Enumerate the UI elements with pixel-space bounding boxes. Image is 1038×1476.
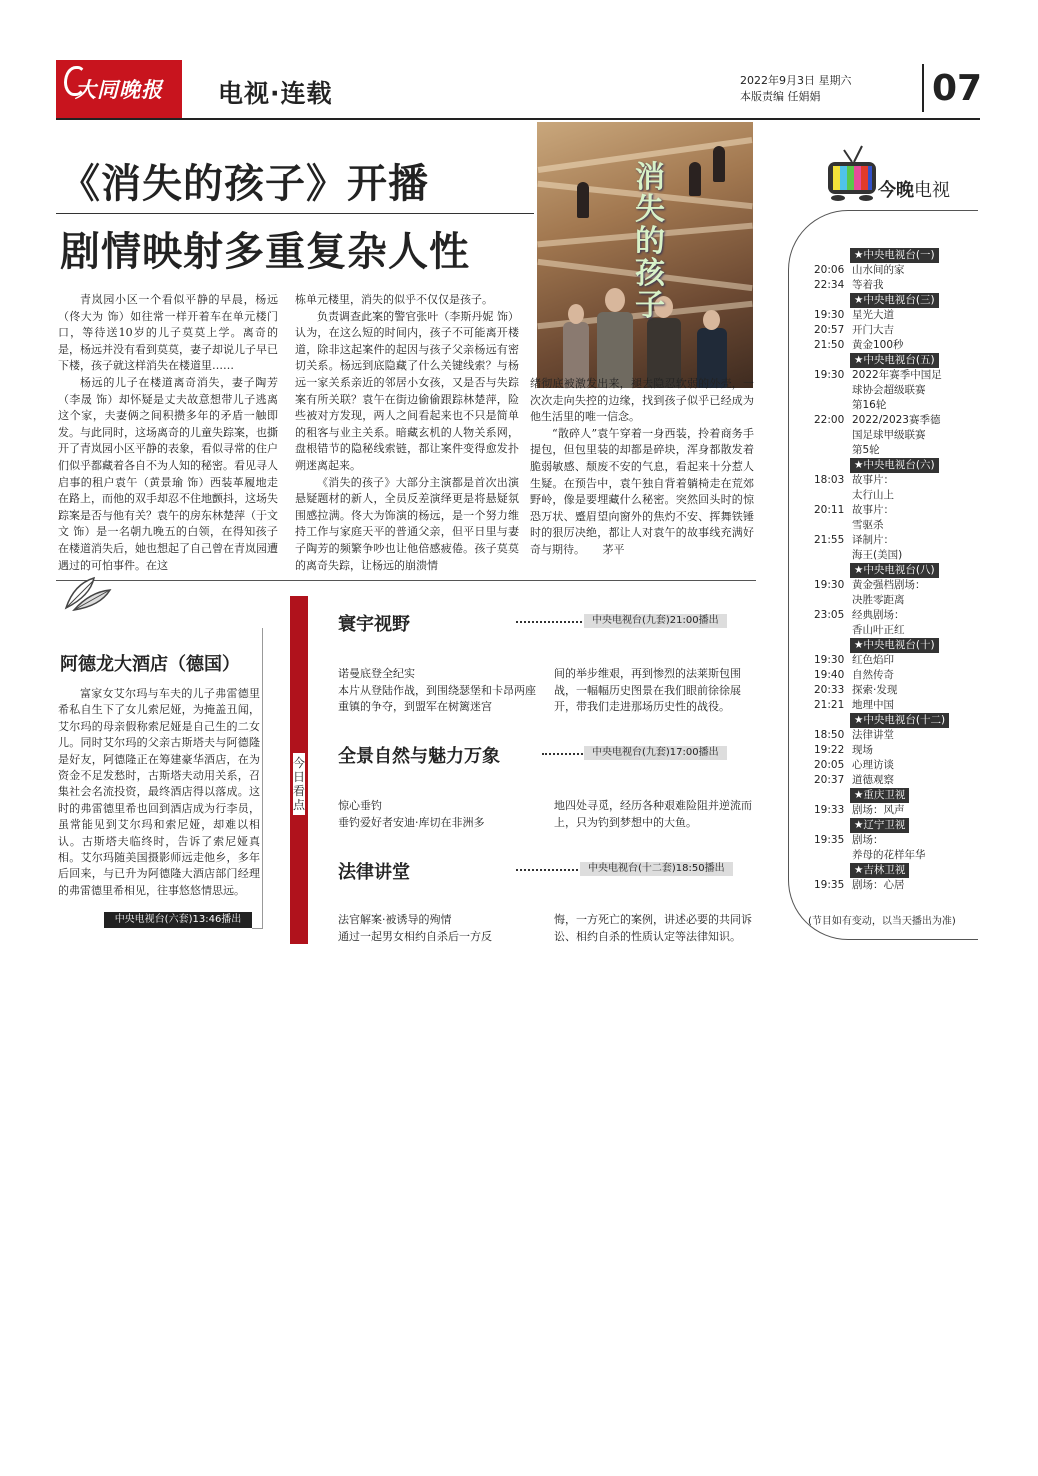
program-title: 法律讲堂	[338, 862, 410, 883]
schedule-program: 等着我	[852, 279, 884, 291]
schedule-row	[808, 728, 968, 743]
schedule-row	[808, 383, 968, 398]
schedule-program: 心理访谈	[852, 759, 894, 771]
schedule-program: 球协会超级联赛	[852, 384, 926, 396]
channel-name: ★吉林卫视	[850, 863, 909, 878]
schedule-time: 19:30	[814, 309, 845, 321]
program-leader	[516, 869, 582, 871]
schedule-time: 18:50	[814, 729, 845, 741]
schedule-time: 21:50	[814, 339, 845, 351]
schedule-time: 20:05	[814, 759, 845, 771]
tv-icon	[822, 140, 882, 204]
schedule-time: 21:55	[814, 534, 845, 546]
schedule-row	[808, 323, 968, 338]
schedule-time: 22:00	[814, 414, 845, 426]
article-paragraph: “散碎人”袁午穿着一身西装，拎着商务手提包，但包里装的却都是碎块，浑身都散发着脆弱敏感、颓废不安的气息，看起来十分惹人生疑。在预告中，袁午独自背着躺椅走在荒郊野岭，像是要埋藏什么秘密。突然回头时的惊恐万状、蹙眉望向窗外的焦灼不安、挥舞铁锤时的狠厉决绝，都让人对袁午的故事线充满好奇与期待。 茅平	[530, 426, 754, 556]
picks-label: 今日看点	[292, 752, 306, 816]
program-desc: 悔，一方死亡的案例，讲述必要的共同诉讼、相约自杀的性质认定等法律知识。	[554, 913, 752, 943]
header-rule	[56, 118, 980, 120]
hotel-frame	[262, 628, 263, 928]
program-desc: 间的举步维艰，再到惨烈的法莱斯包围战，一幅幅历史图景在我们眼前徐徐展开，带我们走进那场历史性的战役。	[554, 667, 741, 714]
program-leader	[516, 621, 586, 623]
schedule-time: 19:30	[814, 369, 845, 381]
article-paragraph: 杨远的儿子在楼道离奇消失，妻子陶芳（李晟 饰）却怀疑是丈夫故意想带儿子逃离这个家，夫妻俩之间积攒多年的矛盾一触即发。与此同时，这场离奇的儿童失踪案，也撕开了青岚园小区平静的表象，看似寻常的住户们似乎都藏着各自不为人知的秘密。看见寻人启事的租户袁午（黄景瑜 饰）西装革履地走在路上，而他的双手却忍不住地颤抖，这场失踪案是否与他有关？袁午的房东林楚萍（于文文 饰）是一名朝九晚五的白领，在得知孩子在楼道消失后，她也想起了自己曾在青岚园遭遇过的可怕事件。在这	[58, 375, 278, 572]
schedule-row	[808, 758, 968, 773]
schedule-time: 20:06	[814, 264, 845, 276]
schedule-program: 故事片：	[852, 474, 894, 486]
issue-date: 2022年9月3日 星期六	[740, 74, 852, 87]
schedule-time: 18:03	[814, 474, 845, 486]
channel-header	[808, 563, 968, 578]
tv-schedule-note: (节目如有变动，以当天播出为准)	[808, 916, 956, 927]
schedule-row	[808, 338, 968, 353]
schedule-row	[808, 578, 968, 593]
program-time: 中央电视台(十二套)18:50播出	[580, 862, 733, 876]
schedule-row	[808, 473, 968, 488]
section-title: 电视·连载	[218, 79, 333, 108]
schedule-program: 探索·发现	[852, 684, 898, 696]
schedule-row	[808, 398, 968, 413]
schedule-program: 2022年赛季中国足	[852, 369, 942, 381]
schedule-row	[808, 533, 968, 548]
masthead-text: 大同晚报	[75, 77, 163, 102]
schedule-row	[808, 743, 968, 758]
hotel-broadcast-tag: 中央电视台(六套)13:46播出	[104, 912, 252, 928]
channel-name: ★重庆卫视	[850, 788, 909, 803]
schedule-time: 22:34	[814, 279, 845, 291]
schedule-time: 19:33	[814, 804, 845, 816]
schedule-row	[808, 848, 968, 863]
schedule-time: 21:21	[814, 699, 845, 711]
schedule-row	[808, 443, 968, 458]
schedule-program: 海王(美国)	[852, 549, 903, 561]
header-divider	[922, 64, 924, 112]
drama-poster	[537, 122, 753, 388]
article-paragraph: 栋单元楼里，消失的似乎不仅仅是孩子。	[295, 293, 493, 306]
schedule-program: 法律讲堂	[852, 729, 894, 741]
program-title: 寰宇视野	[338, 614, 410, 635]
schedule-row	[808, 428, 968, 443]
schedule-row	[808, 878, 968, 893]
channel-name: ★中央电视台(八)	[850, 563, 939, 578]
schedule-program: 决胜零距离	[852, 594, 905, 606]
schedule-row	[808, 698, 968, 713]
program-desc: 诺曼底登全纪实 本片从登陆作战，到围绕瑟堡和卡昂两座重镇的争夺，到盟军在树篱迷宫	[338, 667, 536, 714]
page-editor: 本版责编 任娟娟	[740, 90, 821, 103]
program-title: 全景自然与魅力万象	[338, 746, 500, 767]
schedule-program: 星光大道	[852, 309, 894, 321]
article-paragraph: 《消失的孩子》大部分主演都是首次出演悬疑题材的新人，全员反差演绎更是将悬疑氛围感拉满。佟大为饰演的杨远，是一个努力维持工作与家庭天平的普通父亲，但平日里与妻子陶芳的频繁争吵也让他倍感疲倦。孩子莫莫的离奇失踪，让杨远的崩溃情	[295, 475, 519, 572]
program-leader	[542, 753, 586, 755]
schedule-program: 剧场：心居	[852, 879, 905, 891]
schedule-row	[808, 668, 968, 683]
schedule-row	[808, 683, 968, 698]
schedule-time: 20:11	[814, 504, 845, 516]
schedule-time: 19:22	[814, 744, 845, 756]
schedule-time: 23:05	[814, 609, 845, 621]
article-column-3	[530, 376, 754, 559]
schedule-program: 2022/2023赛季德	[852, 414, 941, 426]
leaf-decoration-icon	[60, 574, 116, 614]
schedule-time: 20:33	[814, 684, 845, 696]
schedule-program: 黄金强档剧场：	[852, 579, 926, 591]
schedule-program: 故事片：	[852, 504, 894, 516]
channel-header	[808, 353, 968, 368]
schedule-program: 自然传奇	[852, 669, 894, 681]
schedule-row	[808, 833, 968, 848]
schedule-program: 山水间的家	[852, 264, 905, 276]
program-desc: 地四处寻觅，经历各种艰难险阻并逆流而上，只为钓到梦想中的大鱼。	[554, 799, 752, 829]
schedule-program: 香山叶正红	[852, 624, 905, 636]
channel-header	[808, 293, 968, 308]
channel-name: ★中央电视台(三)	[850, 293, 939, 308]
schedule-program: 道德观察	[852, 774, 894, 786]
schedule-program: 黄金100秒	[852, 339, 904, 351]
channel-name: ★中央电视台(十二)	[850, 713, 949, 728]
article-paragraph: 负责调查此案的警官张叶（李斯丹妮 饰）认为，在这么短的时间内，孩子不可能离开楼道，除非这起案件的起因与孩子父亲杨远有密切关系。杨远到底隐藏了什么关键线索？与杨远一家关系亲近的邻居小女孩，又是否与失踪案有所关联？袁午在街边偷偷跟踪林楚萍，险些被对方发现，两人之间看起来也不只是简单的租客与业主关系。暗藏玄机的人物关系网，盘根错节的隐秘线索链，都让案件变得愈发扑朔迷离起来。	[295, 309, 519, 472]
article-column-1	[58, 292, 278, 574]
hotel-frame	[252, 928, 263, 929]
article-column-2	[295, 292, 519, 574]
channel-name: ★中央电视台(一)	[850, 248, 939, 263]
schedule-time: 19:40	[814, 669, 845, 681]
channel-header	[808, 863, 968, 878]
channel-header	[808, 788, 968, 803]
schedule-time: 19:30	[814, 654, 845, 666]
channel-name: ★辽宁卫视	[850, 818, 909, 833]
schedule-row	[808, 518, 968, 533]
article-paragraph: 青岚园小区一个看似平静的早晨，杨远（佟大为 饰）如往常一样开着车在单元楼门口，等待送10岁的儿子莫莫上学。离奇的是，杨远并没有看到莫莫，妻子却说儿子早已下楼，孩子就这样消失在楼道里……	[58, 293, 278, 373]
section-rule	[56, 580, 756, 581]
schedule-time: 19:35	[814, 879, 845, 891]
schedule-program: 养母的花样年华	[852, 849, 926, 861]
page-number: 07	[932, 68, 983, 109]
channel-header	[808, 818, 968, 833]
hotel-title: 阿德龙大酒店（德国）	[60, 654, 240, 675]
hotel-synopsis: 富家女艾尔玛与车夫的儿子弗雷德里希私自生下了女儿索尼娅，为掩盖丑闻，艾尔玛的母亲假称索尼娅是自己生的二女儿。同时艾尔玛的父亲古斯塔夫与阿德隆是好友，阿德隆正在筹建豪华酒店，在为资金不足发愁时，古斯塔夫动用关系，召集社会名流投资，最终酒店得以落成。这时的弗雷德里希也回到酒店成为行李员，虽常能见到艾尔玛和索尼娅，却难以相认。古斯塔夫临终时，告诉了索尼娅真相。艾尔玛随美国摄影师远走他乡，多年后回来，与已升为阿德隆大酒店部门经理的弗雷德里希相见，往事悠悠情思远。	[58, 687, 260, 897]
schedule-time: 20:37	[814, 774, 845, 786]
channel-name: ★中央电视台(六)	[850, 458, 939, 473]
schedule-program: 太行山上	[852, 489, 894, 501]
schedule-program: 第16轮	[852, 399, 887, 411]
schedule-row	[808, 488, 968, 503]
schedule-program: 经典剧场：	[852, 609, 905, 621]
schedule-program: 剧场：	[852, 834, 884, 846]
schedule-row	[808, 623, 968, 638]
schedule-row	[808, 308, 968, 323]
schedule-time: 19:35	[814, 834, 845, 846]
schedule-program: 剧场：风声	[852, 804, 905, 816]
program-desc: 法官解案·被诱导的殉情 通过一起男女相约自杀后一方反	[338, 913, 492, 943]
tv-schedule-title: 今晚电视	[878, 180, 950, 201]
headline-rule	[56, 213, 534, 214]
schedule-row	[808, 503, 968, 518]
masthead-logo	[56, 60, 182, 120]
schedule-program: 红色焰印	[852, 654, 894, 666]
channel-header	[808, 638, 968, 653]
channel-name: ★中央电视台(五)	[850, 353, 939, 368]
schedule-row	[808, 278, 968, 293]
schedule-row	[808, 803, 968, 818]
schedule-program: 现场	[852, 744, 873, 756]
article-paragraph: 绪彻底被激发出来，褪去隐忍软弱的外壳，一次次走向失控的边缘，找到孩子似乎已经成为他生活里的唯一信念。	[530, 377, 754, 424]
program-desc: 惊心垂钓 垂钓爱好者安迪·库切在非洲多	[338, 799, 485, 829]
tv-schedule-list	[808, 248, 968, 893]
schedule-time: 19:30	[814, 579, 845, 591]
schedule-row	[808, 773, 968, 788]
article-headline: 《消失的孩子》开播	[60, 160, 429, 207]
schedule-row	[808, 653, 968, 668]
article-author: 茅平	[602, 542, 625, 556]
program-time: 中央电视台(九套)17:00播出	[584, 746, 727, 760]
schedule-row	[808, 368, 968, 383]
channel-header	[808, 458, 968, 473]
channel-name: ★中央电视台(十)	[850, 638, 939, 653]
schedule-program: 开门大吉	[852, 324, 894, 336]
poster-title: 消失的孩子	[635, 160, 665, 323]
schedule-row	[808, 548, 968, 563]
schedule-program: 国足球甲级联赛	[852, 429, 926, 441]
program-time: 中央电视台(九套)21:00播出	[584, 614, 727, 628]
schedule-program: 地理中国	[852, 699, 894, 711]
schedule-program: 第5轮	[852, 444, 880, 456]
schedule-row	[808, 593, 968, 608]
schedule-row	[808, 413, 968, 428]
schedule-program: 译制片：	[852, 534, 894, 546]
schedule-time: 20:57	[814, 324, 845, 336]
schedule-row	[808, 608, 968, 623]
channel-header	[808, 248, 968, 263]
channel-header	[808, 713, 968, 728]
schedule-row	[808, 263, 968, 278]
article-subhead: 剧情映射多重复杂人性	[60, 228, 470, 275]
schedule-program: 雪驱杀	[852, 519, 884, 531]
